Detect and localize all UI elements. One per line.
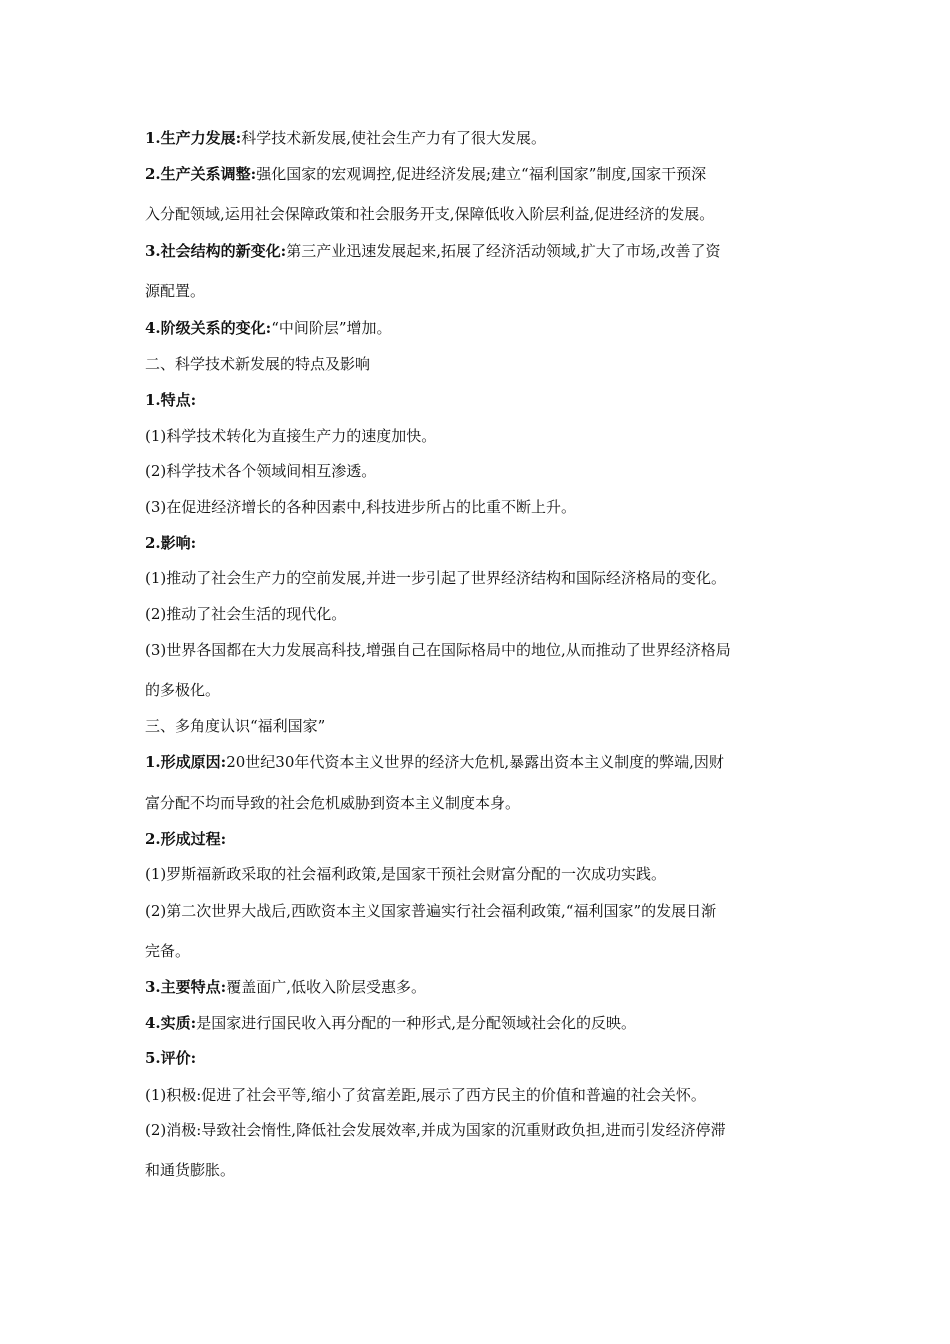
text-line [145,1085,815,1105]
text-line [145,604,815,624]
text-line [145,318,815,338]
line-text: 富分配不均而导致的社会危机威胁到资本主义制度本身。 [145,794,521,812]
line-heading: 1.生产力发展: [145,129,242,147]
line-heading: 1.形成原因: [145,753,227,771]
line-text: (2)科学技术各个领域间相互渗透。 [145,462,377,480]
line-text: 强化国家的宏观调控,促进经济发展;建立“福利国家”制度,国家干预深 [256,165,707,183]
line-heading: 4.实质: [145,1014,197,1032]
line-text: 二、科学技术新发展的特点及影响 [145,355,371,373]
line-text: 完备。 [145,942,191,960]
line-text: 入分配领域,运用社会保障政策和社会服务开支,保障低收入阶层利益,促进经济的发展。 [145,205,715,223]
section-heading [145,716,815,736]
text-line [145,281,815,301]
text-line [145,640,815,660]
line-heading: 3.主要特点: [145,978,227,996]
line-text: 和通货膨胀。 [145,1161,236,1179]
text-line [145,568,815,588]
line-text: 覆盖面广,低收入阶层受惠多。 [226,978,426,996]
text-line [145,128,815,148]
line-text: 20世纪30年代资本主义世界的经济大危机,暴露出资本主义制度的弊端,因财 [226,753,724,771]
line-text: (2)推动了社会生活的现代化。 [145,605,347,623]
text-line [145,864,815,884]
text-line [145,461,815,481]
line-text: (3)在促进经济增长的各种因素中,科技进步所占的比重不断上升。 [145,498,577,516]
text-line [145,497,815,517]
text-line [145,977,815,997]
line-text: (1)罗斯福新政采取的社会福利政策,是国家干预社会财富分配的一次成功实践。 [145,865,667,883]
text-line [145,204,815,224]
line-text: 科学技术新发展,使社会生产力有了很大发展。 [241,129,546,147]
line-text: (1)积极:促进了社会平等,缩小了贫富差距,展示了西方民主的价值和普遍的社会关怀。 [145,1086,706,1104]
section-heading [145,354,815,374]
line-heading: 3.社会结构的新变化: [145,242,287,260]
line-text: 的多极化。 [145,681,221,699]
text-line [145,241,815,261]
line-text: (2)消极:导致社会惰性,降低社会发展效率,并成为国家的沉重财政负担,进而引发经济停滞 [145,1121,726,1139]
text-line [145,752,815,772]
text-line [145,793,815,813]
text-line [145,1013,815,1033]
text-line [145,941,815,961]
text-line [145,533,815,553]
line-heading: 2.影响: [145,534,197,552]
line-text: (1)推动了社会生产力的空前发展,并进一步引起了世界经济结构和国际经济格局的变化。 [145,569,727,587]
line-text: 源配置。 [145,282,206,300]
line-text: (2)第二次世界大战后,西欧资本主义国家普遍实行社会福利政策,“福利国家”的发展日渐 [145,902,717,920]
line-heading: 4.阶级关系的变化: [145,319,272,337]
text-line [145,1160,815,1180]
text-line [145,1120,815,1140]
line-text: (3)世界各国都在大力发展高科技,增强自己在国际格局中的地位,从而推动了世界经济格局 [145,641,731,659]
text-line [145,1048,815,1068]
line-heading: 1.特点: [145,391,197,409]
line-text: 第三产业迅速发展起来,拓展了经济活动领域,扩大了市场,改善了资 [286,242,721,260]
line-heading: 2.生产关系调整: [145,165,257,183]
line-heading: 2.形成过程: [145,830,227,848]
text-line [145,426,815,446]
line-text: (1)科学技术转化为直接生产力的速度加快。 [145,427,437,445]
text-line [145,680,815,700]
text-line [145,390,815,410]
text-line [145,164,815,184]
line-text: 三、多角度认识“福利国家” [145,717,326,735]
line-text: “中间阶层”增加。 [271,319,392,337]
text-line [145,901,815,921]
text-line [145,829,815,849]
line-text: 是国家进行国民收入再分配的一种形式,是分配领域社会化的反映。 [196,1014,636,1032]
line-heading: 5.评价: [145,1049,197,1067]
